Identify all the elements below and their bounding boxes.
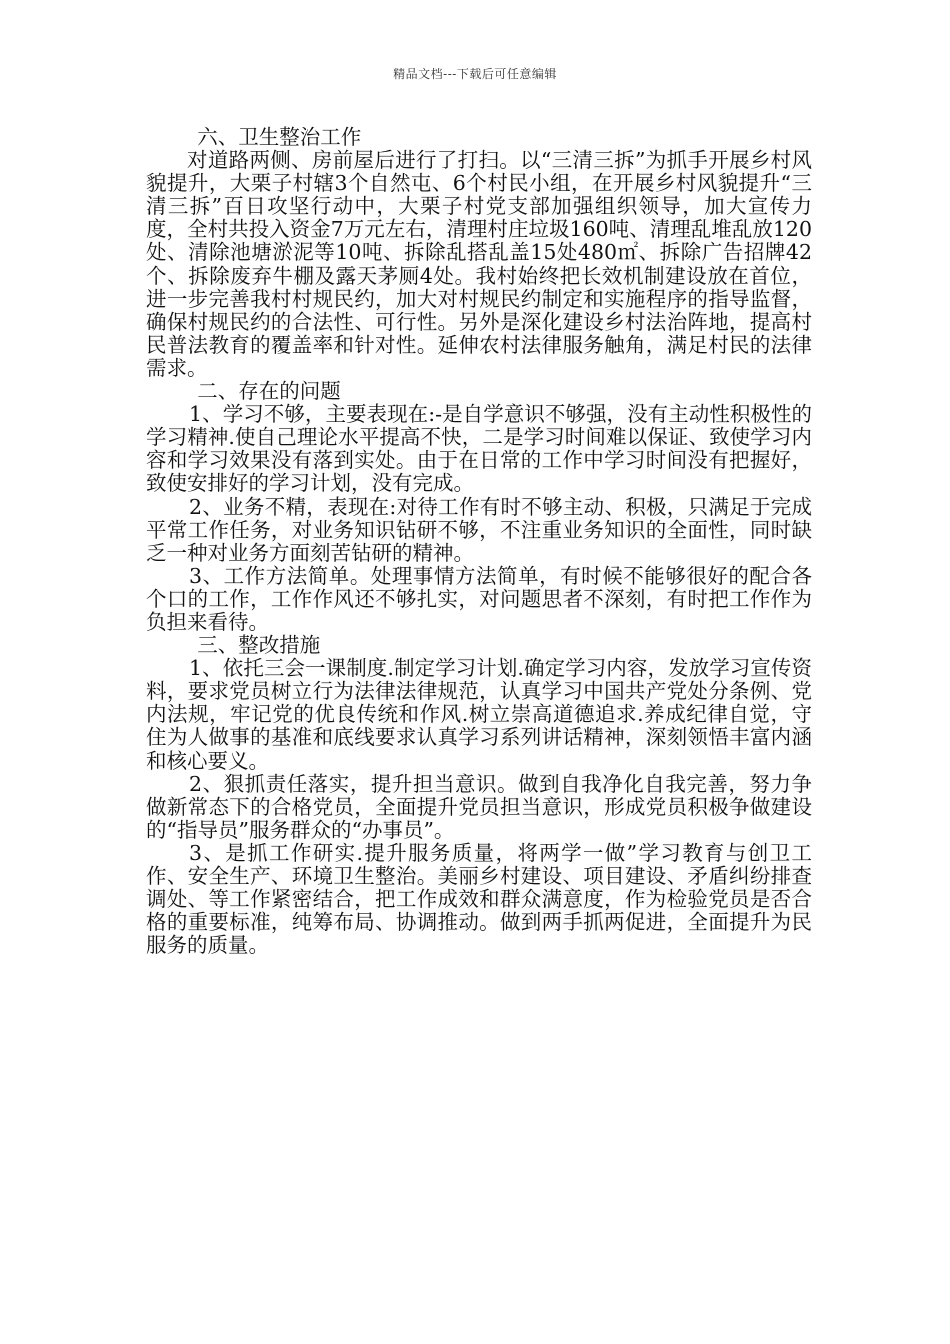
measure-item-3: 3、是抓工作研实.提升服务质量，将两学一做”学习教育与创卫工作、安全生产、环境卫生整治。美丽乡村建设、项目建设、矛盾纠纷排查调处、等工作紧密结合，把工作成效和群众满意度，作为检验党员是否合格的重要标准，纯筹布局、协调推动。做到两手抓两促进，全面提升为民服务的质量。	[146, 840, 812, 958]
document-body	[146, 126, 812, 957]
section-heading-problems: 二、存在的问题	[197, 379, 341, 404]
section-heading-hygiene: 六、卫生整治工作	[197, 125, 362, 149]
section-heading-measures: 三、整改措施	[197, 633, 321, 658]
measure-item-1: 1、依托三会一课制度.制定学习计划.确定学习内容，发放学习宣传资料，要求党员树立行为法律法律规范，认真学习中国共产党处分条例、党内法规，牢记党的优良传统和作风.树立崇高道德追求.养成纪律自觉，守住为人做事的基准和底线要求认真学习系列讲话精神，深刻领悟丰富内涵和核心要义。	[146, 656, 812, 773]
problem-item-2: 2、业务不精，表现在:对待工作有时不够主动、积极，只满足于完成平常工作任务，对业务知识钻研不够，不注重业务知识的全面性，同时缺乏一种对业务方面刻苦钻研的精神。	[146, 494, 812, 565]
section-paragraph-hygiene: 对道路两侧、房前屋后进行了打扫。以“三清三拆”为抓手开展乡村风貌提升，大栗子村辖3个自然屯、6个村民小组，在开展乡村风貌提升“三清三拆”百日攻坚行动中，大栗子村党支部加强组织领导，加大宣传力度，全村共投入资金7万元左右，清理村庄垃圾160吨、清理乱堆乱放120处、清除池塘淤泥等10吨、拆除乱搭乱盖15处480㎡、拆除广告招牌42个、拆除废弃牛棚及露天茅厕4处。我村始终把长效机制建设放在首位，进一步完善我村村规民约，加大对村规民约制定和实施程序的指导监督，确保村规民约的合法性、可行性。另外是深化建设乡村法治阵地，提高村民普法教育的覆盖率和针对性。延伸农村法律服务触角，满足村民的法律需求。	[146, 148, 812, 380]
page-header-watermark: 精品文档---下载后可任意编辑	[393, 67, 557, 81]
problem-item-3: 3、工作方法简单。处理事情方法简单，有时候不能够很好的配合各个口的工作，工作作风还不够扎实，对问题思者不深刻，有时把工作作为负担来看待。	[146, 563, 812, 634]
measure-item-2: 2、狠抓责任落实，提升担当意识。做到自我净化自我完善，努力争做新常态下的合格党员，全面提升党员担当意识，形成党员积极争做建设的“指导员”服务群众的“办事员”。	[146, 771, 812, 842]
problem-item-1: 1、学习不够，主要表现在:-是自学意识不够强，没有主动性积极性的学习精神.使自己理论水平提高不快，二是学习时间难以保证、致使学习内容和学习效果没有落到实处。由于在日常的工作中学习时间没有把握好，致使安排好的学习计划，没有完成。	[146, 402, 812, 496]
